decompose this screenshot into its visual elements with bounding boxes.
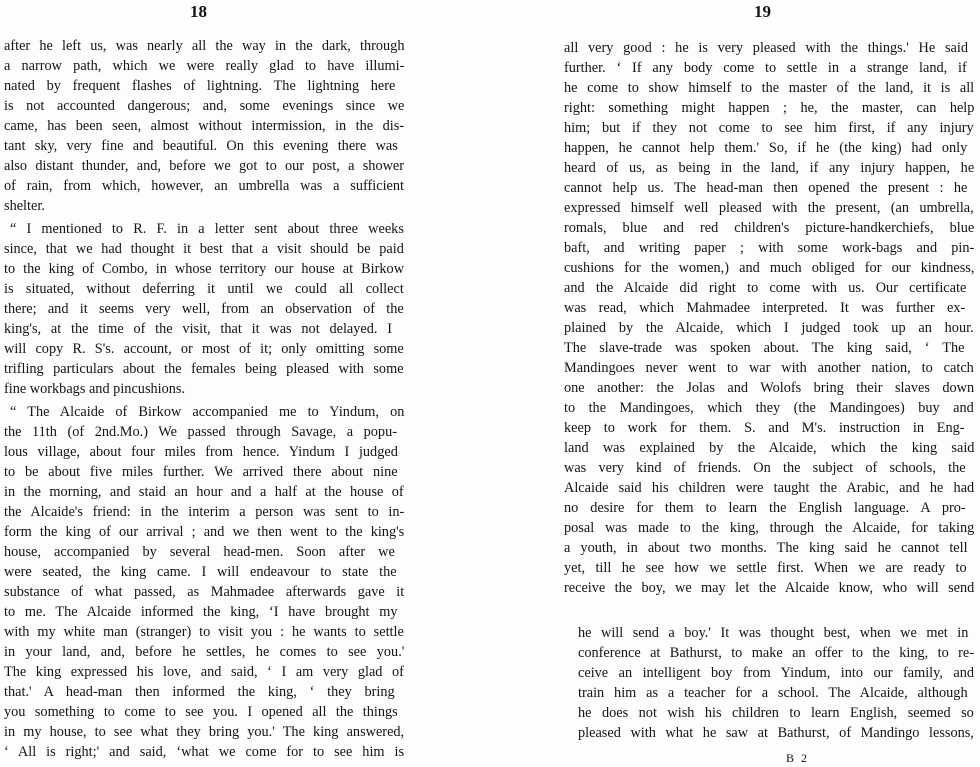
text-line: heard of us, as being in the land, if any injury happen, he xyxy=(564,160,975,176)
right-page xyxy=(556,0,980,767)
text-line: will copy R. S's. account, or most of it; only omitting some xyxy=(4,341,404,357)
text-line: receive the boy, we may let the Alcaide know, who will send xyxy=(564,580,975,596)
text-line: “ I mentioned to R. F. in a letter sent about three weeks xyxy=(10,221,404,237)
text-line: plained by the Alcaide, which I judged took up an hour. xyxy=(564,320,974,336)
text-line: tant sky, very fine and beautiful. On this evening there was xyxy=(4,138,398,154)
text-line: ‘ All is right;' and said, ‘what we come for to see him is xyxy=(4,744,405,760)
text-line: of rain, from which, however, an umbrella was a sufficient xyxy=(4,178,405,194)
text-line: after he left us, was nearly all the way in the dark, through xyxy=(4,38,405,54)
text-line: expressed himself well pleased with the present, (an umbrella, xyxy=(564,200,974,216)
text-line: fine workbags and pincushions. xyxy=(4,381,186,397)
text-line: no desire for them to learn the English language. A pro- xyxy=(564,500,966,516)
text-line: Mandingoes never went to war with another nation, to catch xyxy=(564,360,974,376)
text-line: form the king of our arrival ; and we then went to the king's xyxy=(4,524,405,540)
text-line: that.' A head-man then informed the king, ‘ they bring xyxy=(4,684,395,700)
text-line: house, accompanied by several head-men. Soon after we xyxy=(4,544,395,560)
text-line: in your land, and, before he settles, he comes to see you.' xyxy=(4,644,405,660)
text-line: cannot help us. The head-man then opened the present : he xyxy=(564,180,968,196)
text-line: also distant thunder, and, before we got to our post, a shower xyxy=(4,158,405,174)
text-line: you something to come to see you. I opened all the things xyxy=(4,704,398,720)
text-line: he come to show himself to the master of the land, it is all xyxy=(564,80,975,96)
text-line: he will send a boy.' It was thought best, when we met in xyxy=(578,625,969,641)
page-number: 19 xyxy=(754,2,771,21)
text-line: was very kind of friends. On the subject of schools, the xyxy=(564,460,966,476)
text-line: one another: the Jolas and Wolofs bring their slaves down xyxy=(564,380,975,396)
left-page xyxy=(0,0,420,767)
text-line: the Alcaide's friend: in the interim a person was sent to in- xyxy=(4,504,405,520)
text-line: shelter. xyxy=(4,198,45,214)
text-line: there; and it seems very well, from an observation of the xyxy=(4,301,404,317)
text-line: in the morning, and staid an hour and a half at the house of xyxy=(4,484,404,500)
text-line: yet, till he see how we settle first. When we are ready to xyxy=(564,560,967,576)
text-line: were seated, the king came. I will endeavour to state the xyxy=(4,564,397,580)
text-line: came, has been seen, almost without intermission, in the dis- xyxy=(4,118,405,134)
text-line: land was explained by the Alcaide, which the king said xyxy=(564,440,975,456)
text-line: The slave-trade was spoken about. The king said, ‘ The xyxy=(564,340,965,356)
text-line: to be about five miles further. We arrived there about nine xyxy=(4,464,398,480)
text-line: substance of what passed, as Mahmadee afterwards gave it xyxy=(4,584,405,600)
text-line: cushions for the women,) and much obliged for our kindness, xyxy=(564,260,975,276)
text-line: is situated, without deferring it until we could all collect xyxy=(4,281,404,297)
text-line: lous village, about four miles from hence. Yindum I judged xyxy=(4,444,398,460)
text-line: was read, which Mahmadee interpreted. It was further ex- xyxy=(564,300,966,316)
text-line: king's, at the time of the visit, that it was not delayed. I xyxy=(4,321,393,337)
text-line: train him as a teacher for a school. The Alcaide, although xyxy=(578,685,968,701)
text-line: the 11th (of 2nd.Mo.) We passed through Savage, a popu- xyxy=(4,424,397,440)
signature-mark: B 2 xyxy=(786,751,810,765)
text-line: to the Mandingoes, which they (the Mandingoes) buy and xyxy=(564,400,974,416)
page-number: 18 xyxy=(190,2,207,21)
text-line: conference at Bathurst, to make an offer to the king, to re- xyxy=(578,645,975,661)
text-line: right: something might happen ; he, the master, can help xyxy=(564,100,975,116)
text-line: trifling particulars about the females being pleased with some xyxy=(4,361,404,377)
text-line: in my house, to see what they bring you.' The king answered, xyxy=(4,724,405,740)
text-line: baft, and writing paper ; with some work-bags and pin- xyxy=(564,240,975,256)
text-line: he does not wish his children to learn English, seemed so xyxy=(578,705,974,721)
text-line: happen, he cannot help them.' So, if he (the king) had only xyxy=(564,140,968,156)
text-line: “ The Alcaide of Birkow accompanied me to Yindum, on xyxy=(10,404,405,420)
text-line: keep to work for them. S. and M's. instruction in Eng- xyxy=(564,420,965,436)
text-line: a narrow path, which we were really glad to have illumi- xyxy=(4,58,405,74)
text-line: The king expressed his love, and said, ‘ I am very glad of xyxy=(4,664,404,680)
text-line: ceive an intelligent boy from Yindum, into our family, and xyxy=(578,665,975,681)
text-line: posal was made to the king, through the Alcaide, for taking xyxy=(564,520,975,536)
text-line: pleased with what he saw at Bathurst, of Mandingo lessons, xyxy=(578,725,974,741)
text-line: all very good : he is very pleased with the things.' He said xyxy=(564,40,968,56)
text-line: romals, blue and red children's picture-handkerchiefs, blue xyxy=(564,220,975,236)
text-line: is not accounted dangerous; and, some evenings since we xyxy=(4,98,405,114)
text-line: him; but if they not come to see him first, if any injury xyxy=(564,120,974,136)
text-line: since, that we had thought it best that a visit should be paid xyxy=(4,241,404,257)
text-line: with my white man (stranger) to visit you : he wants to settle xyxy=(4,624,404,640)
text-line: and the Alcaide did right to come with us. Our certificate xyxy=(564,280,967,296)
text-line: to the king of Combo, in whose territory our house at Birkow xyxy=(4,261,405,277)
text-line: to me. The Alcaide informed the king, ‘I have brought my xyxy=(4,604,398,620)
text-line: Alcaide said his children were taught the Arabic, and he had xyxy=(564,480,975,496)
text-line: nated by frequent flashes of lightning. The lightning here xyxy=(4,78,396,94)
text-line: a youth, in about two months. The king said he cannot tell xyxy=(564,540,968,556)
text-line: further. ‘ If any body come to settle in a strange land, if xyxy=(564,60,967,76)
